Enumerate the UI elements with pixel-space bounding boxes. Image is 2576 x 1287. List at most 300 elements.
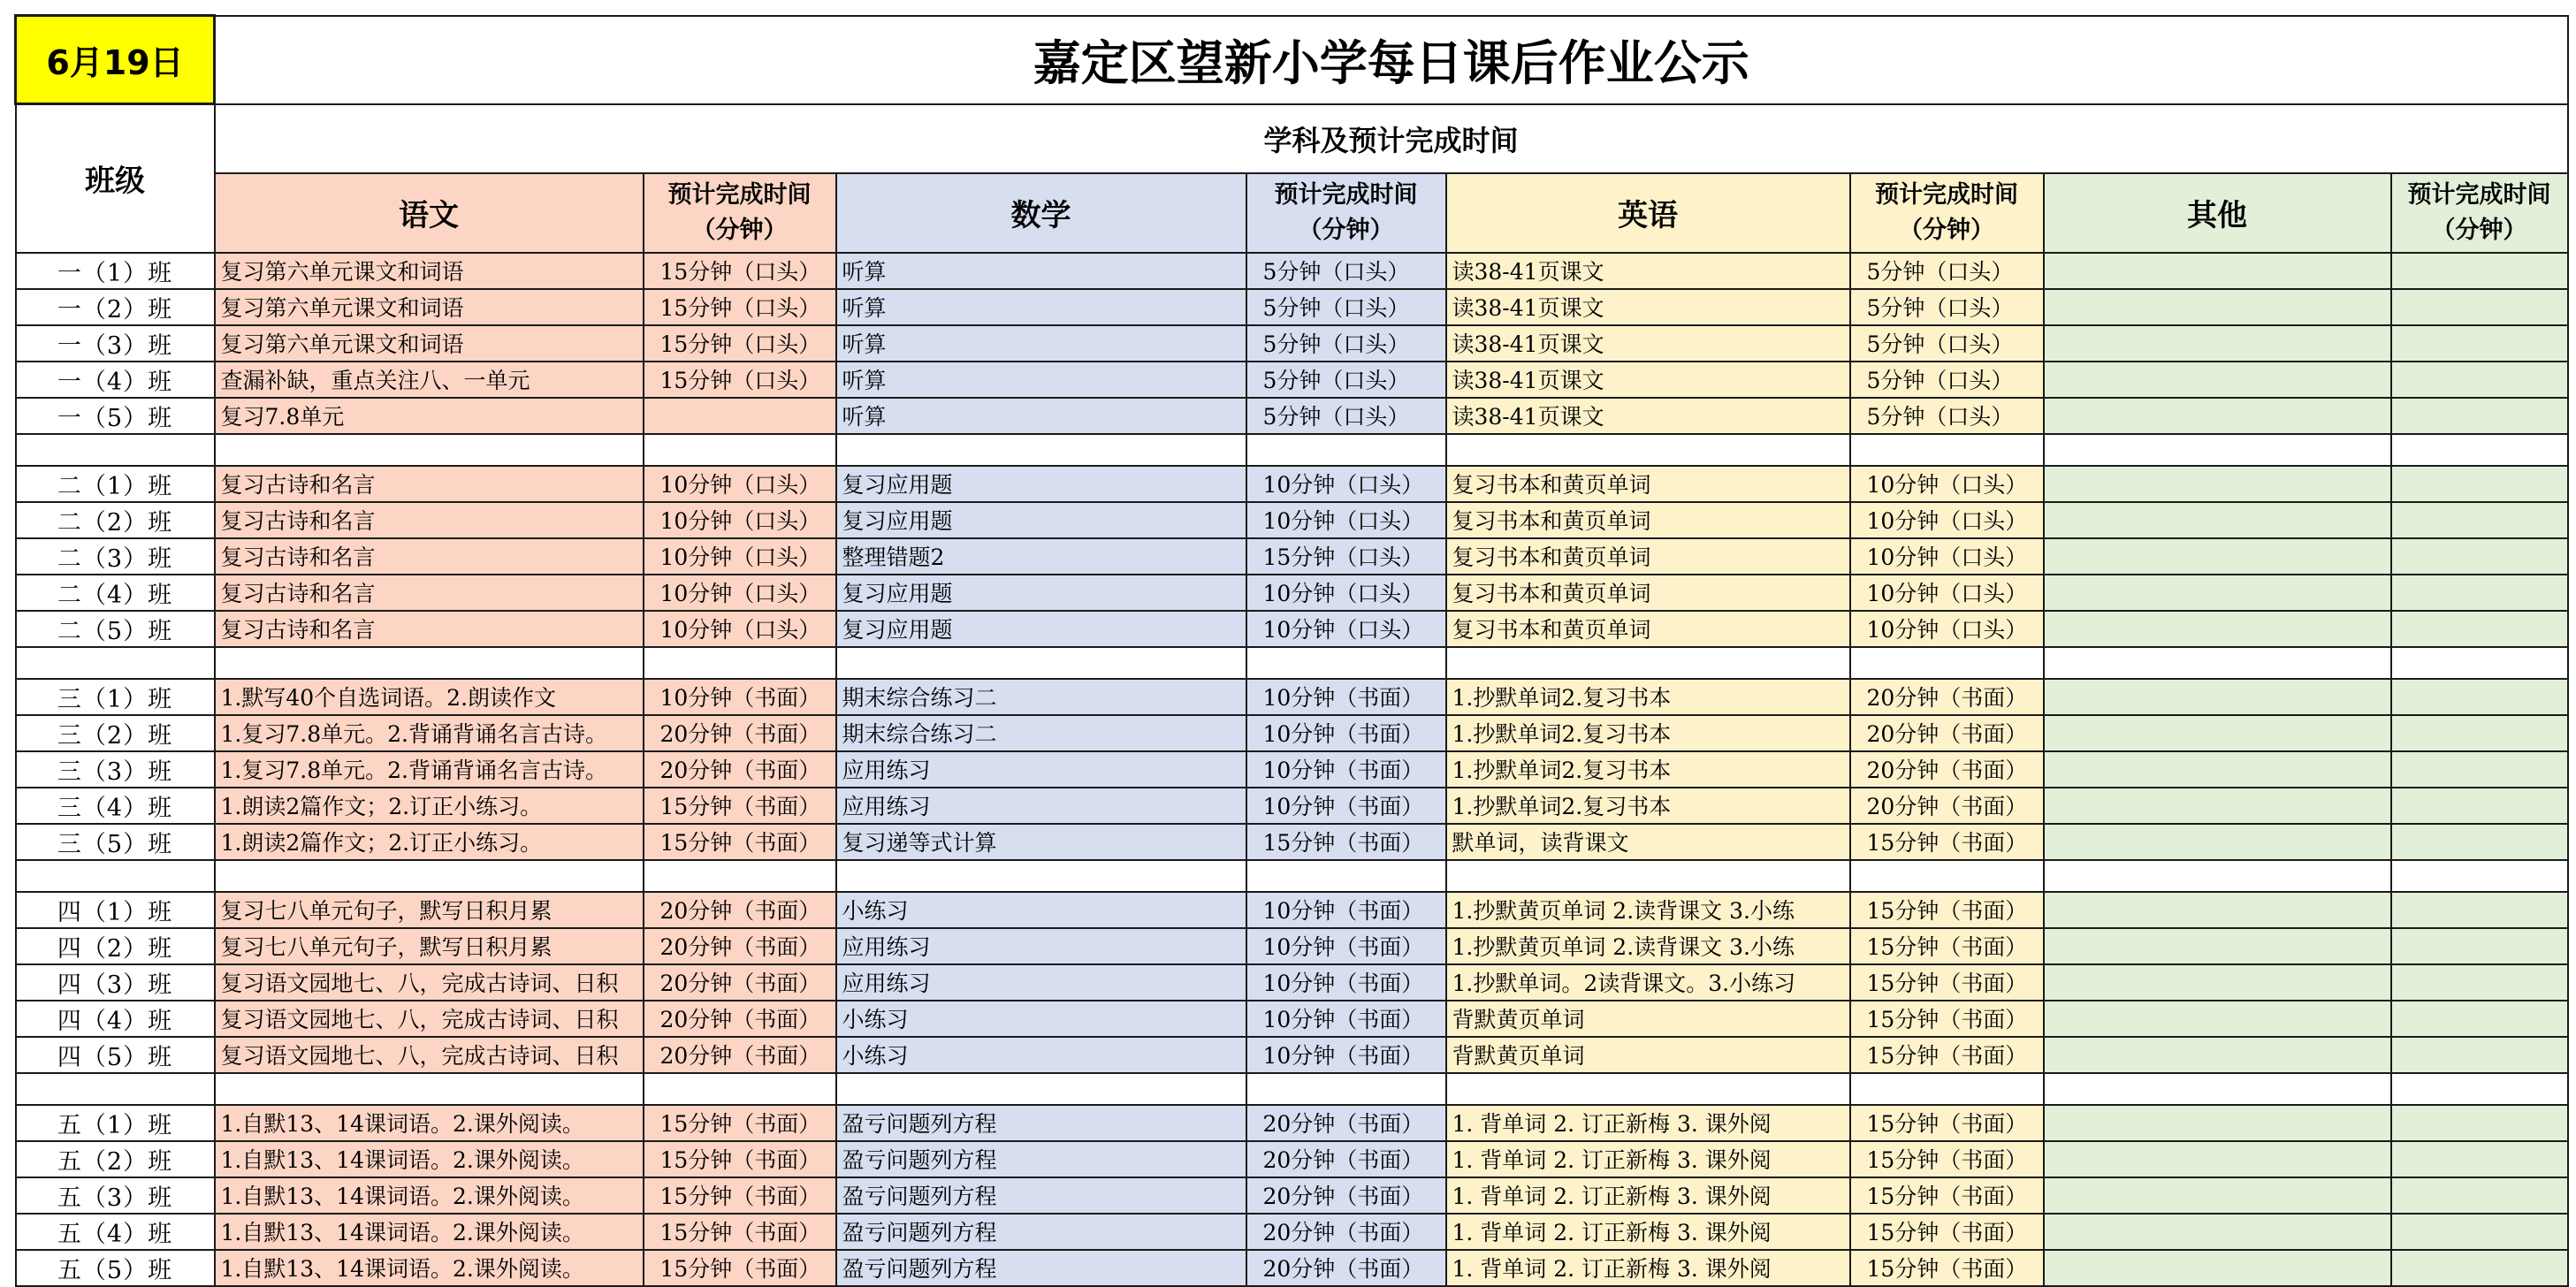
- shuxue-task-cell[interactable]: 盈亏问题列方程: [836, 1214, 1246, 1250]
- other-task-cell[interactable]: [2044, 1141, 2391, 1177]
- yingyu-task-cell[interactable]: 复习书本和黄页单词: [1446, 611, 1850, 647]
- yuwen-time-cell[interactable]: 15分钟（口头）: [644, 289, 836, 325]
- other-task-cell[interactable]: [2044, 575, 2391, 611]
- yuwen-time-cell[interactable]: 15分钟（书面）: [644, 1214, 836, 1250]
- spacer-cell: [16, 434, 215, 466]
- yingyu-time-cell[interactable]: 10分钟（口头）: [1850, 466, 2044, 502]
- yingyu-task-cell[interactable]: 1.抄默单词2.复习书本: [1446, 679, 1850, 715]
- other-time-cell[interactable]: [2391, 466, 2568, 502]
- other-time-cell[interactable]: [2391, 289, 2568, 325]
- yuwen-time-cell[interactable]: 15分钟（口头）: [644, 253, 836, 289]
- yuwen-task-cell[interactable]: 1.复习7.8单元。2.背诵背诵名言古诗。: [215, 715, 644, 751]
- class-cell[interactable]: 四（4）班: [16, 1001, 215, 1037]
- shuxue-time-cell[interactable]: 10分钟（口头）: [1246, 502, 1446, 538]
- spacer-cell: [644, 434, 836, 466]
- other-task-cell[interactable]: [2044, 892, 2391, 928]
- other-task-cell[interactable]: [2044, 362, 2391, 398]
- table-row: [16, 715, 2568, 751]
- shuxue-task-cell[interactable]: 期末综合练习二: [836, 679, 1246, 715]
- qita-header[interactable]: 其他: [2044, 173, 2391, 253]
- other-time-cell[interactable]: [2391, 1250, 2568, 1286]
- yingyu-time-cell[interactable]: 10分钟（口头）: [1850, 538, 2044, 575]
- shuxue-task-cell[interactable]: 盈亏问题列方程: [836, 1141, 1246, 1177]
- spacer-cell: [1850, 860, 2044, 892]
- yuwen-time-cell[interactable]: 15分钟（书面）: [644, 1141, 836, 1177]
- other-time-cell[interactable]: [2391, 1214, 2568, 1250]
- yingyu-task-cell[interactable]: 读38-41页课文: [1446, 289, 1850, 325]
- other-time-cell[interactable]: [2391, 538, 2568, 575]
- shuxue-task-cell[interactable]: 小练习: [836, 1001, 1246, 1037]
- class-cell[interactable]: 五（3）班: [16, 1177, 215, 1214]
- yuwen-time-cell[interactable]: [644, 398, 836, 434]
- time-header-line1: 预计完成时间: [1274, 180, 1418, 209]
- other-time-cell[interactable]: [2391, 325, 2568, 362]
- yingyu-task-cell[interactable]: 复习书本和黄页单词: [1446, 538, 1850, 575]
- yingyu-time-cell[interactable]: 15分钟（书面）: [1850, 1214, 2044, 1250]
- table-row: [16, 1214, 2568, 1250]
- shuxue-task-cell[interactable]: 听算: [836, 362, 1246, 398]
- yuwen-task-cell[interactable]: 复习古诗和名言: [215, 611, 644, 647]
- yingyu-time-cell[interactable]: 15分钟（书面）: [1850, 1177, 2044, 1214]
- yuwen-task-cell[interactable]: 复习七八单元句子，默写日积月累: [215, 928, 644, 964]
- time-header-line1: 预计完成时间: [667, 180, 812, 209]
- other-time-cell[interactable]: [2391, 398, 2568, 434]
- other-task-cell[interactable]: [2044, 611, 2391, 647]
- shuxue-time-cell[interactable]: 10分钟（书面）: [1246, 679, 1446, 715]
- class-cell[interactable]: 二（1）班: [16, 466, 215, 502]
- yuwen-time-cell[interactable]: 15分钟（书面）: [644, 1105, 836, 1141]
- shuxue-task-cell[interactable]: 应用练习: [836, 928, 1246, 964]
- shuxue-task-cell[interactable]: 复习递等式计算: [836, 824, 1246, 860]
- yingyu-time-cell[interactable]: 15分钟（书面）: [1850, 824, 2044, 860]
- yuwen-time-cell[interactable]: 15分钟（书面）: [644, 1177, 836, 1214]
- yingyu-task-cell[interactable]: 背默黄页单词: [1446, 1001, 1850, 1037]
- class-cell[interactable]: 一（2）班: [16, 289, 215, 325]
- yuwen-time-cell[interactable]: 20分钟（书面）: [644, 715, 836, 751]
- shuxue-task-cell[interactable]: 盈亏问题列方程: [836, 1177, 1246, 1214]
- yuwen-time-cell[interactable]: 20分钟（书面）: [644, 928, 836, 964]
- shuxue-task-cell[interactable]: 应用练习: [836, 964, 1246, 1001]
- yingyu-task-cell[interactable]: 1.抄默黄页单词 2.读背课文 3.小练: [1446, 928, 1850, 964]
- yuwen-time-cell[interactable]: 10分钟（口头）: [644, 466, 836, 502]
- class-cell[interactable]: 四（5）班: [16, 1037, 215, 1073]
- shuxue-time-cell[interactable]: 20分钟（书面）: [1246, 1141, 1446, 1177]
- table-row: [16, 788, 2568, 824]
- yuwen-task-cell[interactable]: 复习古诗和名言: [215, 502, 644, 538]
- shuxue-task-cell[interactable]: 听算: [836, 253, 1246, 289]
- other-time-cell[interactable]: [2391, 1037, 2568, 1073]
- yuwen-time-cell[interactable]: 10分钟（口头）: [644, 538, 836, 575]
- yingyu-time-cell[interactable]: 20分钟（书面）: [1850, 679, 2044, 715]
- spacer-cell: [16, 860, 215, 892]
- other-time-cell[interactable]: [2391, 964, 2568, 1001]
- other-task-cell[interactable]: [2044, 788, 2391, 824]
- group-spacer-row: [16, 860, 2568, 892]
- group-spacer-row: [16, 1073, 2568, 1105]
- yingyu-task-cell[interactable]: 1.抄默单词2.复习书本: [1446, 715, 1850, 751]
- other-task-cell[interactable]: [2044, 1037, 2391, 1073]
- spacer-cell: [1446, 434, 1850, 466]
- other-task-cell[interactable]: [2044, 253, 2391, 289]
- time-header-line2: （分钟）: [2431, 216, 2527, 244]
- table-row: [16, 538, 2568, 575]
- other-time-cell[interactable]: [2391, 679, 2568, 715]
- other-task-cell[interactable]: [2044, 1001, 2391, 1037]
- class-cell[interactable]: 五（1）班: [16, 1105, 215, 1141]
- other-task-cell[interactable]: [2044, 1177, 2391, 1214]
- other-time-cell[interactable]: [2391, 611, 2568, 647]
- other-task-cell[interactable]: [2044, 502, 2391, 538]
- shuxue-task-cell[interactable]: 小练习: [836, 1037, 1246, 1073]
- yingyu-time-cell[interactable]: 15分钟（书面）: [1850, 1105, 2044, 1141]
- other-time-cell[interactable]: [2391, 253, 2568, 289]
- table-row: [16, 398, 2568, 434]
- yingyu-time-cell[interactable]: 15分钟（书面）: [1850, 892, 2044, 928]
- yuwen-time-cell[interactable]: 20分钟（书面）: [644, 964, 836, 1001]
- shuxue-time-cell[interactable]: 20分钟（书面）: [1246, 1105, 1446, 1141]
- table-row: [16, 611, 2568, 647]
- other-time-cell[interactable]: [2391, 575, 2568, 611]
- yingyu-task-cell[interactable]: 复习书本和黄页单词: [1446, 502, 1850, 538]
- shuxue-time-cell[interactable]: 10分钟（口头）: [1246, 611, 1446, 647]
- other-task-cell[interactable]: [2044, 679, 2391, 715]
- shuxue-task-cell[interactable]: 盈亏问题列方程: [836, 1105, 1246, 1141]
- yuwen-task-cell[interactable]: 复习第六单元课文和词语: [215, 289, 644, 325]
- yingyu-time-cell[interactable]: 15分钟（书面）: [1850, 1250, 2044, 1286]
- class-cell[interactable]: 五（5）班: [16, 1250, 215, 1286]
- class-cell[interactable]: 一（5）班: [16, 398, 215, 434]
- yuwen-task-cell[interactable]: 1.自默13、14课词语。2.课外阅读。: [215, 1105, 644, 1141]
- yuwen-task-cell[interactable]: 1.自默13、14课词语。2.课外阅读。: [215, 1177, 644, 1214]
- other-time-cell[interactable]: [2391, 502, 2568, 538]
- yingyu-time-cell[interactable]: 20分钟（书面）: [1850, 751, 2044, 788]
- yingyu-time-header[interactable]: [1850, 173, 2044, 253]
- shuxue-time-cell[interactable]: 5分钟（口头）: [1246, 398, 1446, 434]
- yuwen-time-cell[interactable]: 20分钟（书面）: [644, 751, 836, 788]
- time-header-line2: （分钟）: [1298, 216, 1394, 244]
- group-spacer-row: [16, 647, 2568, 679]
- spacer-cell: [215, 434, 644, 466]
- shuxue-time-cell[interactable]: 10分钟（书面）: [1246, 1001, 1446, 1037]
- yingyu-time-cell[interactable]: 15分钟（书面）: [1850, 1037, 2044, 1073]
- page-title[interactable]: 嘉定区望新小学每日课后作业公示: [215, 16, 2568, 104]
- yingyu-time-cell[interactable]: 15分钟（书面）: [1850, 964, 2044, 1001]
- yingyu-task-cell[interactable]: 复习书本和黄页单词: [1446, 466, 1850, 502]
- other-time-cell[interactable]: [2391, 788, 2568, 824]
- yuwen-time-cell[interactable]: 20分钟（书面）: [644, 1001, 836, 1037]
- class-cell[interactable]: 三（3）班: [16, 751, 215, 788]
- other-time-cell[interactable]: [2391, 1105, 2568, 1141]
- yuwen-header[interactable]: 语文: [215, 173, 644, 253]
- spacer-cell: [1850, 1073, 2044, 1105]
- table-row: [16, 964, 2568, 1001]
- table-row: [16, 679, 2568, 715]
- yuwen-task-cell[interactable]: 复习古诗和名言: [215, 575, 644, 611]
- yingyu-task-cell[interactable]: 1. 背单词 2. 订正新梅 3. 课外阅: [1446, 1214, 1850, 1250]
- yingyu-time-cell[interactable]: 15分钟（书面）: [1850, 1001, 2044, 1037]
- other-task-cell[interactable]: [2044, 928, 2391, 964]
- yuwen-task-cell[interactable]: 1.自默13、14课词语。2.课外阅读。: [215, 1141, 644, 1177]
- yuwen-task-cell[interactable]: 复习古诗和名言: [215, 538, 644, 575]
- other-task-cell[interactable]: [2044, 398, 2391, 434]
- yingyu-task-cell[interactable]: 1.抄默单词2.复习书本: [1446, 788, 1850, 824]
- shuxue-time-cell[interactable]: 10分钟（口头）: [1246, 575, 1446, 611]
- yuwen-task-cell[interactable]: 复习语文园地七、八，完成古诗词、日积: [215, 964, 644, 1001]
- spacer-cell: [16, 1073, 215, 1105]
- yingyu-task-cell[interactable]: 1. 背单词 2. 订正新梅 3. 课外阅: [1446, 1105, 1850, 1141]
- other-task-cell[interactable]: [2044, 1250, 2391, 1286]
- yingyu-time-cell[interactable]: 10分钟（口头）: [1850, 575, 2044, 611]
- spacer-cell: [644, 860, 836, 892]
- shuxue-task-cell[interactable]: 盈亏问题列方程: [836, 1250, 1246, 1286]
- yuwen-task-cell[interactable]: 复习语文园地七、八，完成古诗词、日积: [215, 1037, 644, 1073]
- other-task-cell[interactable]: [2044, 289, 2391, 325]
- subject-group-header[interactable]: 学科及预计完成时间: [215, 104, 2568, 173]
- yuwen-task-cell[interactable]: 复习第六单元课文和词语: [215, 325, 644, 362]
- spacer-cell: [1246, 860, 1446, 892]
- spacer-cell: [215, 1073, 644, 1105]
- shuxue-time-cell[interactable]: 10分钟（书面）: [1246, 788, 1446, 824]
- other-task-cell[interactable]: [2044, 1105, 2391, 1141]
- shuxue-task-cell[interactable]: 听算: [836, 398, 1246, 434]
- class-cell[interactable]: 四（3）班: [16, 964, 215, 1001]
- shuxue-time-cell[interactable]: 20分钟（书面）: [1246, 1250, 1446, 1286]
- spacer-cell: [2391, 647, 2568, 679]
- table-row: [16, 575, 2568, 611]
- shuxue-task-cell[interactable]: 小练习: [836, 892, 1246, 928]
- yuwen-time-header[interactable]: [644, 173, 836, 253]
- yingyu-time-cell[interactable]: 15分钟（书面）: [1850, 1141, 2044, 1177]
- other-task-cell[interactable]: [2044, 715, 2391, 751]
- yuwen-time-cell[interactable]: 20分钟（书面）: [644, 1037, 836, 1073]
- yuwen-time-cell[interactable]: 15分钟（书面）: [644, 824, 836, 860]
- yuwen-time-cell[interactable]: 20分钟（书面）: [644, 892, 836, 928]
- spacer-cell: [215, 647, 644, 679]
- shuxue-time-cell[interactable]: 10分钟（口头）: [1246, 466, 1446, 502]
- spacer-cell: [2044, 860, 2391, 892]
- yingyu-time-cell[interactable]: 10分钟（口头）: [1850, 502, 2044, 538]
- shuxue-task-cell[interactable]: 期末综合练习二: [836, 715, 1246, 751]
- shuxue-time-cell[interactable]: 15分钟（口头）: [1246, 538, 1446, 575]
- yingyu-task-cell[interactable]: 读38-41页课文: [1446, 362, 1850, 398]
- spacer-cell: [1446, 647, 1850, 679]
- yuwen-time-cell[interactable]: 15分钟（书面）: [644, 1250, 836, 1286]
- shuxue-header[interactable]: 数学: [836, 173, 1246, 253]
- qita-time-header[interactable]: [2391, 173, 2568, 253]
- shuxue-time-cell[interactable]: 10分钟（书面）: [1246, 892, 1446, 928]
- spacer-cell: [2391, 434, 2568, 466]
- other-task-cell[interactable]: [2044, 824, 2391, 860]
- shuxue-task-cell[interactable]: 复习应用题: [836, 575, 1246, 611]
- yingyu-time-cell[interactable]: 20分钟（书面）: [1850, 788, 2044, 824]
- shuxue-time-cell[interactable]: 10分钟（书面）: [1246, 964, 1446, 1001]
- yuwen-task-cell[interactable]: 复习语文园地七、八，完成古诗词、日积: [215, 1001, 644, 1037]
- yuwen-task-cell[interactable]: 复习7.8单元: [215, 398, 644, 434]
- yuwen-task-cell[interactable]: 复习古诗和名言: [215, 466, 644, 502]
- yingyu-task-cell[interactable]: 1. 背单词 2. 订正新梅 3. 课外阅: [1446, 1141, 1850, 1177]
- shuxue-time-cell[interactable]: 5分钟（口头）: [1246, 289, 1446, 325]
- yingyu-time-cell[interactable]: 5分钟（口头）: [1850, 325, 2044, 362]
- yuwen-task-cell[interactable]: 1.朗读2篇作文；2.订正小练习。: [215, 788, 644, 824]
- class-cell[interactable]: 五（2）班: [16, 1141, 215, 1177]
- shuxue-task-cell[interactable]: 复习应用题: [836, 502, 1246, 538]
- shuxue-time-cell[interactable]: 10分钟（书面）: [1246, 751, 1446, 788]
- yingyu-task-cell[interactable]: 复习书本和黄页单词: [1446, 575, 1850, 611]
- yingyu-task-cell[interactable]: 1.抄默黄页单词 2.读背课文 3.小练: [1446, 892, 1850, 928]
- shuxue-task-cell[interactable]: 听算: [836, 289, 1246, 325]
- spacer-cell: [836, 647, 1246, 679]
- spacer-cell: [1246, 1073, 1446, 1105]
- yingyu-time-cell[interactable]: 5分钟（口头）: [1850, 398, 2044, 434]
- other-time-cell[interactable]: [2391, 715, 2568, 751]
- shuxue-task-cell[interactable]: 复习应用题: [836, 466, 1246, 502]
- other-time-cell[interactable]: [2391, 1177, 2568, 1214]
- time-header-line2: （分钟）: [1899, 216, 1994, 244]
- other-time-cell[interactable]: [2391, 751, 2568, 788]
- yingyu-task-cell[interactable]: 读38-41页课文: [1446, 398, 1850, 434]
- yingyu-time-cell[interactable]: 5分钟（口头）: [1850, 253, 2044, 289]
- spacer-cell: [836, 860, 1246, 892]
- yuwen-task-cell[interactable]: 复习第六单元课文和词语: [215, 253, 644, 289]
- yingyu-time-cell[interactable]: 10分钟（口头）: [1850, 611, 2044, 647]
- other-time-cell[interactable]: [2391, 1001, 2568, 1037]
- shuxue-time-cell[interactable]: 10分钟（书面）: [1246, 715, 1446, 751]
- other-time-cell[interactable]: [2391, 1141, 2568, 1177]
- yuwen-task-cell[interactable]: 1.自默13、14课词语。2.课外阅读。: [215, 1250, 644, 1286]
- class-cell[interactable]: 四（2）班: [16, 928, 215, 964]
- table-row: [16, 751, 2568, 788]
- other-task-cell[interactable]: [2044, 964, 2391, 1001]
- table-row: [16, 325, 2568, 362]
- table-row: [16, 1001, 2568, 1037]
- yingyu-task-cell[interactable]: 1.抄默单词。2读背课文。3.小练习: [1446, 964, 1850, 1001]
- table-body: [16, 253, 2568, 1286]
- yuwen-time-cell[interactable]: 15分钟（口头）: [644, 325, 836, 362]
- other-task-cell[interactable]: [2044, 1214, 2391, 1250]
- shuxue-time-cell[interactable]: 10分钟（书面）: [1246, 1037, 1446, 1073]
- spacer-cell: [1446, 1073, 1850, 1105]
- shuxue-time-cell[interactable]: 5分钟（口头）: [1246, 253, 1446, 289]
- shuxue-time-cell[interactable]: 5分钟（口头）: [1246, 325, 1446, 362]
- shuxue-task-cell[interactable]: 应用练习: [836, 751, 1246, 788]
- yuwen-task-cell[interactable]: 1.复习7.8单元。2.背诵背诵名言古诗。: [215, 751, 644, 788]
- class-cell[interactable]: 三（2）班: [16, 715, 215, 751]
- class-cell[interactable]: 三（4）班: [16, 788, 215, 824]
- class-cell[interactable]: 一（4）班: [16, 362, 215, 398]
- other-task-cell[interactable]: [2044, 325, 2391, 362]
- other-time-cell[interactable]: [2391, 824, 2568, 860]
- class-cell[interactable]: 一（1）班: [16, 253, 215, 289]
- shuxue-time-header[interactable]: [1246, 173, 1446, 253]
- yingyu-header[interactable]: 英语: [1446, 173, 1850, 253]
- shuxue-task-cell[interactable]: 听算: [836, 325, 1246, 362]
- yuwen-time-cell[interactable]: 15分钟（书面）: [644, 788, 836, 824]
- spacer-cell: [1446, 860, 1850, 892]
- spacer-cell: [836, 434, 1246, 466]
- spacer-cell: [1246, 647, 1446, 679]
- spacer-cell: [644, 1073, 836, 1105]
- yuwen-time-cell[interactable]: 10分钟（口头）: [644, 611, 836, 647]
- yuwen-task-cell[interactable]: 复习七八单元句子，默写日积月累: [215, 892, 644, 928]
- spacer-cell: [2044, 434, 2391, 466]
- table-row: [16, 1250, 2568, 1286]
- table-row: [16, 362, 2568, 398]
- spacer-cell: [644, 647, 836, 679]
- yingyu-time-cell[interactable]: 5分钟（口头）: [1850, 289, 2044, 325]
- shuxue-task-cell[interactable]: 应用练习: [836, 788, 1246, 824]
- spacer-cell: [1246, 434, 1446, 466]
- class-cell[interactable]: 一（3）班: [16, 325, 215, 362]
- yingyu-task-cell[interactable]: 1.抄默单词2.复习书本: [1446, 751, 1850, 788]
- shuxue-time-cell[interactable]: 5分钟（口头）: [1246, 362, 1446, 398]
- shuxue-time-cell[interactable]: 20分钟（书面）: [1246, 1214, 1446, 1250]
- table-row: [16, 253, 2568, 289]
- shuxue-time-cell[interactable]: 10分钟（书面）: [1246, 928, 1446, 964]
- spacer-cell: [2044, 1073, 2391, 1105]
- time-header-line1: 预计完成时间: [2407, 180, 2551, 209]
- yingyu-task-cell[interactable]: 1. 背单词 2. 订正新梅 3. 课外阅: [1446, 1177, 1850, 1214]
- shuxue-time-cell[interactable]: 15分钟（书面）: [1246, 824, 1446, 860]
- yingyu-time-cell[interactable]: 5分钟（口头）: [1850, 362, 2044, 398]
- spacer-cell: [1850, 647, 2044, 679]
- class-cell[interactable]: 二（4）班: [16, 575, 215, 611]
- table-row: [16, 928, 2568, 964]
- other-time-cell[interactable]: [2391, 928, 2568, 964]
- yuwen-task-cell[interactable]: 1.朗读2篇作文；2.订正小练习。: [215, 824, 644, 860]
- yuwen-task-cell[interactable]: 查漏补缺，重点关注八、一单元: [215, 362, 644, 398]
- class-cell[interactable]: 二（5）班: [16, 611, 215, 647]
- class-cell[interactable]: 三（1）班: [16, 679, 215, 715]
- yuwen-task-cell[interactable]: 1.默写40个自选词语。2.朗读作文: [215, 679, 644, 715]
- yuwen-task-cell[interactable]: 1.自默13、14课词语。2.课外阅读。: [215, 1214, 644, 1250]
- shuxue-task-cell[interactable]: 整理错题2: [836, 538, 1246, 575]
- other-task-cell[interactable]: [2044, 751, 2391, 788]
- spacer-cell: [16, 647, 215, 679]
- other-task-cell[interactable]: [2044, 538, 2391, 575]
- class-cell[interactable]: 二（2）班: [16, 502, 215, 538]
- yingyu-task-cell[interactable]: 背默黄页单词: [1446, 1037, 1850, 1073]
- homework-table: [14, 14, 2569, 1287]
- table-row: [16, 1037, 2568, 1073]
- table-row: [16, 1177, 2568, 1214]
- yingyu-task-cell[interactable]: 默单词，读背课文: [1446, 824, 1850, 860]
- yingyu-time-cell[interactable]: 15分钟（书面）: [1850, 928, 2044, 964]
- class-column-header[interactable]: 班级: [16, 104, 215, 253]
- class-cell[interactable]: 二（3）班: [16, 538, 215, 575]
- yuwen-time-cell[interactable]: 10分钟（口头）: [644, 575, 836, 611]
- shuxue-time-cell[interactable]: 20分钟（书面）: [1246, 1177, 1446, 1214]
- date-cell[interactable]: 6月19日: [16, 16, 215, 104]
- yingyu-task-cell[interactable]: 读38-41页课文: [1446, 253, 1850, 289]
- time-header-line2: （分钟）: [691, 216, 788, 244]
- table-row: [16, 289, 2568, 325]
- yuwen-time-cell[interactable]: 15分钟（口头）: [644, 362, 836, 398]
- table-row: [16, 892, 2568, 928]
- other-time-cell[interactable]: [2391, 892, 2568, 928]
- other-time-cell[interactable]: [2391, 362, 2568, 398]
- yuwen-time-cell[interactable]: 10分钟（书面）: [644, 679, 836, 715]
- spacer-cell: [2391, 1073, 2568, 1105]
- class-cell[interactable]: 三（5）班: [16, 824, 215, 860]
- shuxue-task-cell[interactable]: 复习应用题: [836, 611, 1246, 647]
- class-cell[interactable]: 四（1）班: [16, 892, 215, 928]
- yingyu-time-cell[interactable]: 20分钟（书面）: [1850, 715, 2044, 751]
- yingyu-task-cell[interactable]: 读38-41页课文: [1446, 325, 1850, 362]
- other-task-cell[interactable]: [2044, 466, 2391, 502]
- class-cell[interactable]: 五（4）班: [16, 1214, 215, 1250]
- yuwen-time-cell[interactable]: 10分钟（口头）: [644, 502, 836, 538]
- yingyu-task-cell[interactable]: 1. 背单词 2. 订正新梅 3. 课外阅: [1446, 1250, 1850, 1286]
